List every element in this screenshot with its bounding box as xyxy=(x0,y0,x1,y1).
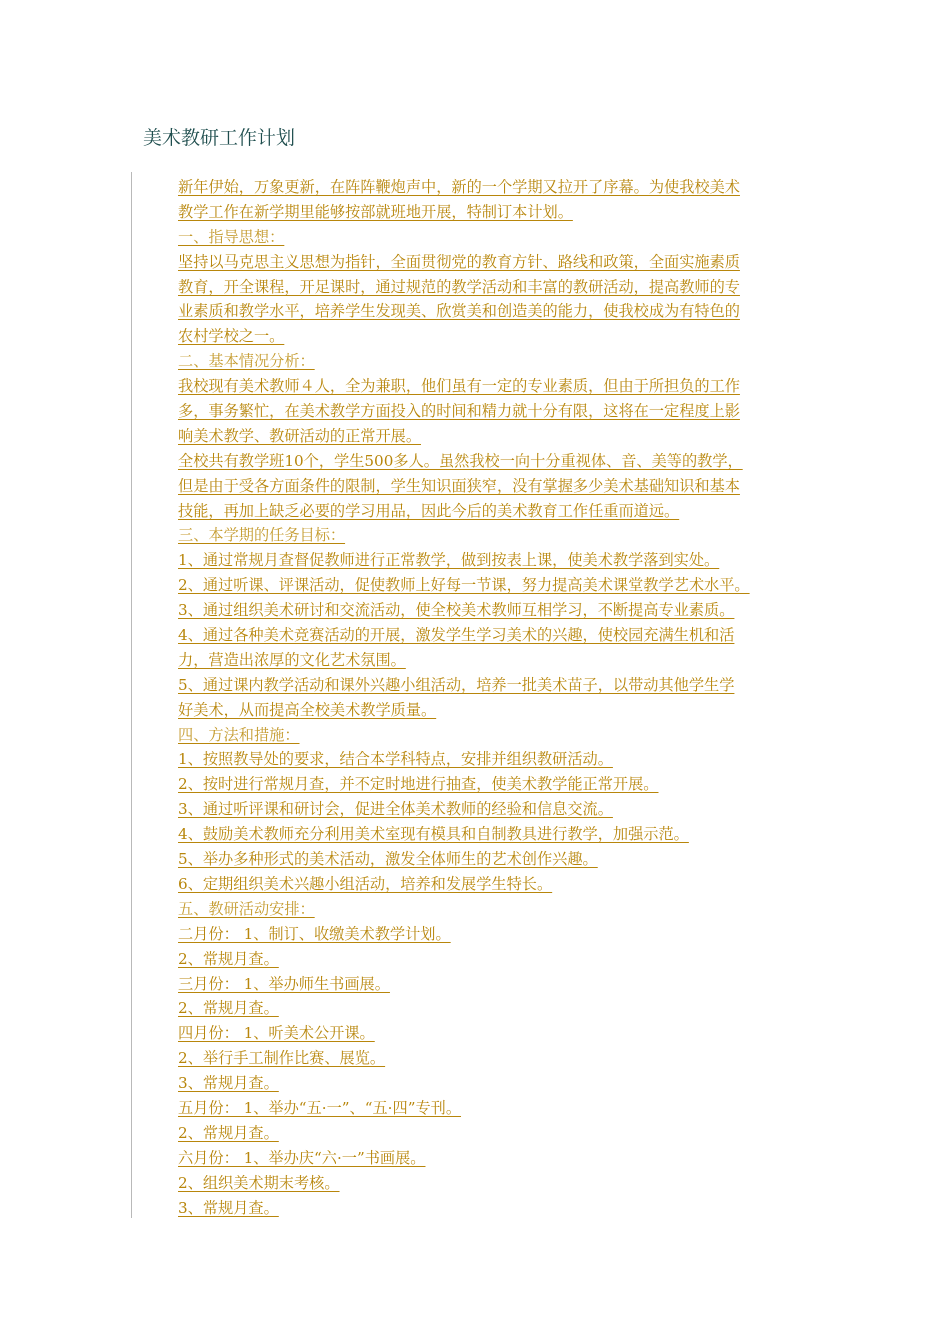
document-line-text: 业素质和教学水平，培养学生发现美、欣赏美和创造美的能力，使我校成为有特色的 xyxy=(178,302,740,321)
document-line-text: 新年伊始，万象更新，在阵阵鞭炮声中，新的一个学期又拉开了序幕。为使我校美术 xyxy=(178,178,740,196)
document-line xyxy=(178,747,828,772)
document-line-text: 全校共有教学班10个，学生500多人。虽然我校一向十分重视体、音、美等的教学， xyxy=(178,451,743,470)
document-line-text: 五月份： 1、举办“五·一”、“五·四”专刊。 xyxy=(178,1098,462,1117)
document-line-text: 2、举行手工制作比赛、展览。 xyxy=(178,1049,386,1068)
document-line-text: 2、常规月查。 xyxy=(178,999,279,1018)
document-line-text: 二、基本情况分析： xyxy=(178,352,315,371)
document-line-text: 3、常规月查。 xyxy=(178,1198,279,1217)
document-line-text: 坚持以马克思主义思想为指针，全面贯彻党的教育方针、路线和政策，全面实施素质 xyxy=(178,252,740,271)
document-line xyxy=(178,673,828,698)
document-line xyxy=(178,623,828,648)
document-line xyxy=(178,548,828,573)
document-line xyxy=(178,275,828,300)
content-left-rule xyxy=(131,172,132,1218)
document-title: 美术教研工作计划 xyxy=(143,127,296,149)
document-line xyxy=(178,872,828,897)
document-line xyxy=(178,1046,828,1071)
document-line xyxy=(178,1021,828,1046)
document-line-text: 2、通过听课、评课活动，促使教师上好每一节课，努力提高美术课堂教学艺术水平。 xyxy=(178,576,750,595)
document-line xyxy=(178,374,828,399)
document-line-text: 力，营造出浓厚的文化艺术氛围。 xyxy=(178,650,406,669)
document-line-text: 农村学校之一。 xyxy=(178,327,285,346)
document-line xyxy=(178,399,828,424)
document-line xyxy=(178,922,828,947)
document-line xyxy=(178,947,828,972)
document-line-text: 技能，再加上缺乏必要的学习用品，因此今后的美术教育工作任重而道远。 xyxy=(178,501,680,520)
document-line-text: 三、本学期的任务目标： xyxy=(178,526,346,545)
document-line xyxy=(178,573,828,598)
document-line xyxy=(178,474,828,499)
document-line-text: 6、定期组织美术兴趣小组活动，培养和发展学生特长。 xyxy=(178,874,553,893)
document-line xyxy=(178,1171,828,1196)
document-line-text: 三月份： 1、举办师生书画展。 xyxy=(178,974,390,993)
document-line-text: 3、通过组织美术研讨和交流活动，使全校美术教师互相学习，不断提高专业素质。 xyxy=(178,601,735,620)
document-line-text: 2、常规月查。 xyxy=(178,949,279,968)
document-line-text: 2、常规月查。 xyxy=(178,1123,279,1142)
document-line xyxy=(178,349,828,374)
document-line xyxy=(178,847,828,872)
document-line xyxy=(178,648,828,673)
document-line xyxy=(178,822,828,847)
document-line-text: 教育，开全课程，开足课时，通过规范的教学活动和丰富的教研活动，提高教师的专 xyxy=(178,277,740,296)
document-line-text: 2、按时进行常规月查，并不定时地进行抽查，使美术教学能正常开展。 xyxy=(178,775,659,794)
document-line xyxy=(178,996,828,1021)
document-line-text: 1、按照教导处的要求，结合本学科特点，安排并组织教研活动。 xyxy=(178,750,613,769)
document-line-text: 六月份： 1、举办庆“六·一”书画展。 xyxy=(178,1148,426,1167)
document-line-text: 5、通过课内教学活动和课外兴趣小组活动，培养一批美术苗子，以带动其他学生学 xyxy=(178,675,735,694)
document-line xyxy=(178,499,828,524)
document-line xyxy=(178,175,828,200)
document-line xyxy=(178,1121,828,1146)
document-line xyxy=(178,1096,828,1121)
document-line-text: 5、举办多种形式的美术活动，激发全体师生的艺术创作兴趣。 xyxy=(178,850,598,869)
document-line xyxy=(178,449,828,474)
document-line xyxy=(178,1196,828,1221)
document-line xyxy=(178,598,828,623)
document-line xyxy=(178,797,828,822)
document-line-text: 一、指导思想： xyxy=(178,227,285,246)
document-line-text: 四、方法和措施： xyxy=(178,725,300,744)
document-line-text: 3、通过听评课和研讨会，促进全体美术教师的经验和信息交流。 xyxy=(178,800,613,819)
document-line-text: 好美术，从而提高全校美术教学质量。 xyxy=(178,700,437,719)
document-line xyxy=(178,772,828,797)
document-line xyxy=(178,1071,828,1096)
document-line xyxy=(178,299,828,324)
document-line xyxy=(178,324,828,349)
document-line-text: 4、通过各种美术竞赛活动的开展，激发学生学习美术的兴趣，使校园充满生机和活 xyxy=(178,626,735,645)
document-line xyxy=(178,897,828,922)
document-line xyxy=(178,200,828,225)
document-line-text: 1、通过常规月查督促教师进行正常教学，做到按表上课，使美术教学落到实处。 xyxy=(178,551,720,570)
document-line-text: 2、组织美术期末考核。 xyxy=(178,1173,340,1192)
document-line xyxy=(178,972,828,997)
document-line-text: 响美术教学、教研活动的正常开展。 xyxy=(178,426,421,445)
document-line xyxy=(178,424,828,449)
document-line xyxy=(178,723,828,748)
document-line-text: 五、教研活动安排： xyxy=(178,899,315,918)
document-line xyxy=(178,225,828,250)
document-line-text: 但是由于受各方面条件的限制，学生知识面狭窄，没有掌握多少美术基础知识和基本 xyxy=(178,476,740,495)
document-line-text: 二月份： 1、制订、收缴美术教学计划。 xyxy=(178,924,451,943)
document-line xyxy=(178,1146,828,1171)
document-line xyxy=(178,250,828,275)
document-line-text: 3、常规月查。 xyxy=(178,1074,279,1093)
document-line-text: 教学工作在新学期里能够按部就班地开展，特制订本计划。 xyxy=(178,202,573,221)
document-line xyxy=(178,698,828,723)
document-line-text: 我校现有美术教师４人，全为兼职，他们虽有一定的专业素质，但由于所担负的工作 xyxy=(178,377,740,396)
document-line xyxy=(178,523,828,548)
document-line-text: 4、鼓励美术教师充分利用美术室现有模具和自制教具进行教学，加强示范。 xyxy=(178,825,689,844)
document-line-text: 四月份： 1、听美术公开课。 xyxy=(178,1024,375,1043)
document-line-text: 多，事务繁忙，在美术教学方面投入的时间和精力就十分有限，这将在一定程度上影 xyxy=(178,402,740,421)
document-body xyxy=(178,175,828,1220)
